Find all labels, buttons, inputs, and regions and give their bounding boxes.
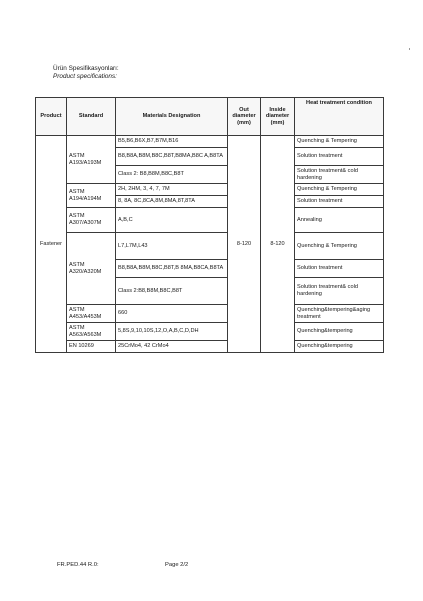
- heat-treatment-cell: Solution treatment: [295, 260, 384, 278]
- table-row: [36, 208, 384, 233]
- heat-treatment-cell: Quenching & Tempering: [295, 136, 384, 148]
- product-cell: Fastener: [36, 136, 67, 353]
- heat-treatment-cell: Solution treatment: [295, 196, 384, 208]
- materials-cell: 25CrMo4, 42 CrMo4: [116, 341, 228, 353]
- out-diameter-cell: 8-120: [228, 136, 261, 353]
- heat-treatment-cell: Quenching & Tempering: [295, 233, 384, 260]
- standard-cell: ASTM A307/A307M: [67, 208, 116, 233]
- materials-cell: B5,B6,B6X,B7,B7M,B16: [116, 136, 228, 148]
- materials-cell: A,B,C: [116, 208, 228, 233]
- title-english: Product specifications:: [53, 73, 117, 80]
- inside-diameter-cell: 8-120: [261, 136, 295, 353]
- materials-cell: 8, 8A, 8C,8CA,8M,8MA,8T,8TA: [116, 196, 228, 208]
- heat-treatment-cell: Solution treatment& cold hardening: [295, 278, 384, 305]
- table-row: [36, 136, 384, 148]
- materials-cell: Class 2:B8,B8M,B8C,B8T: [116, 278, 228, 305]
- table-row: [36, 233, 384, 260]
- heat-treatment-cell: Annealing: [295, 208, 384, 233]
- materials-cell: B8,B8A,B8M,B8C,B8T,B 8MA,B8CA,B8TA: [116, 260, 228, 278]
- table-row: [36, 184, 384, 196]
- materials-cell: 660: [116, 305, 228, 323]
- heat-treatment-cell: Quenching&tempering&aging treatment: [295, 305, 384, 323]
- scan-speck: [409, 48, 410, 50]
- standard-cell: ASTM A320/A320M: [67, 233, 116, 305]
- materials-cell: 2H, 2HM, 3, 4, 7, 7M: [116, 184, 228, 196]
- standard-cell: ASTM A453/A453M: [67, 305, 116, 323]
- section-header: [53, 65, 119, 81]
- materials-cell: L7,L7M,L43: [116, 233, 228, 260]
- materials-cell: 5,8S,9,10,10S,12,O,A,B,C,D,DH: [116, 323, 228, 341]
- standard-cell: ASTM A194/A194M: [67, 184, 116, 208]
- table-row: [36, 323, 384, 341]
- title-turkish: Ürün Spesifikasyonları:: [53, 65, 119, 72]
- col-header-product: Product: [36, 98, 67, 136]
- heat-treatment-cell: Solution treatment: [295, 148, 384, 166]
- table-header-row: [36, 98, 384, 136]
- standard-cell: EN 10269: [67, 341, 116, 353]
- heat-treatment-cell: Quenching & Tempering: [295, 184, 384, 196]
- materials-cell: B8,B8A,B8M,B8C,B8T,B8MA,B8C A,B8TA: [116, 148, 228, 166]
- footer-page-number: Page 2/2: [165, 562, 189, 568]
- product-spec-table: [35, 97, 384, 353]
- footer-doc-code: FR.PED.44 R.0:: [57, 562, 99, 568]
- table-row: [36, 305, 384, 323]
- standard-cell: ASTM A563/A563M: [67, 323, 116, 341]
- col-header-standard: Standard: [67, 98, 116, 136]
- col-header-inside-diameter: Inside diameter (mm): [261, 98, 295, 136]
- standard-cell: ASTM A193/A193M: [67, 136, 116, 184]
- table-row: [36, 341, 384, 353]
- col-header-heat-treatment: Heat treatment condition: [295, 98, 384, 136]
- heat-treatment-cell: Quenching&tempering: [295, 341, 384, 353]
- col-header-out-diameter: Out diameter (mm): [228, 98, 261, 136]
- heat-treatment-cell: Solution treatment& cold hardening: [295, 166, 384, 184]
- col-header-materials: Materials Designation: [116, 98, 228, 136]
- materials-cell: Class 2: B8,B8M,B8C,B8T: [116, 166, 228, 184]
- heat-treatment-cell: Quenching&tempering: [295, 323, 384, 341]
